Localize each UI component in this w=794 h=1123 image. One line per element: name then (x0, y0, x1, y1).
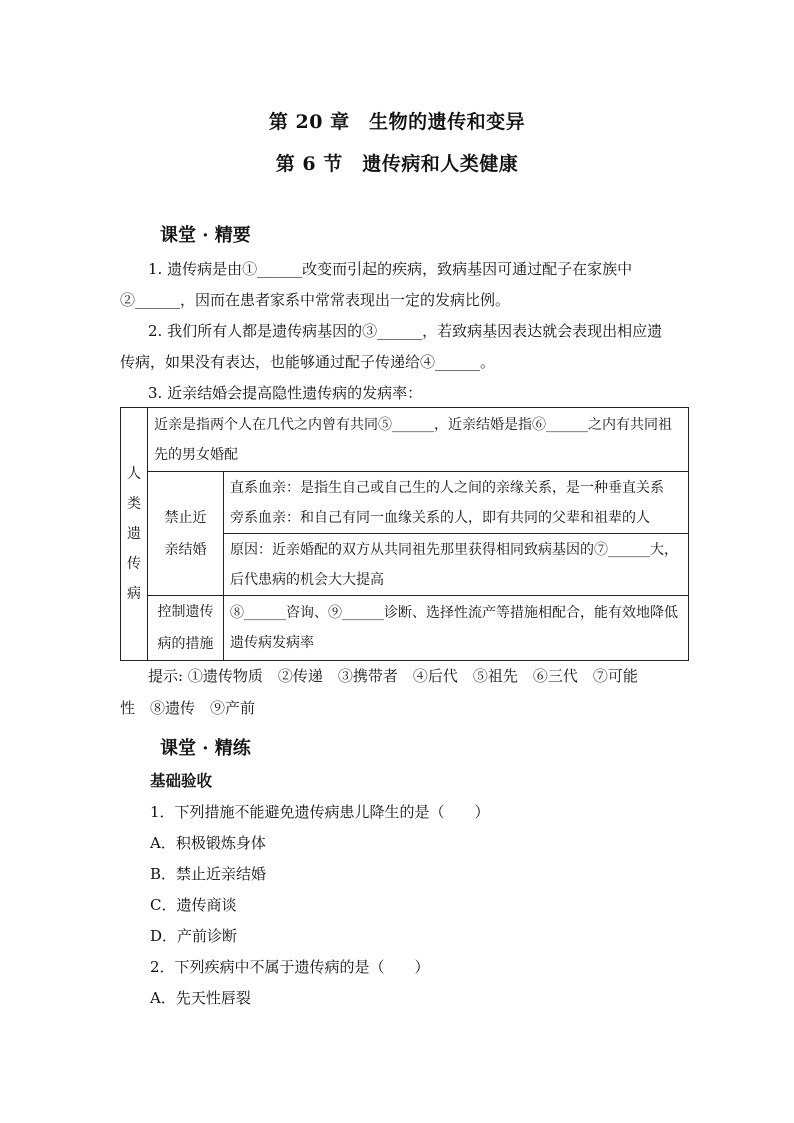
question-2-option-a[interactable]: A．先天性唇裂 (150, 989, 251, 1007)
side-label-char: 病 (127, 586, 141, 602)
side-label-char: 传 (127, 556, 141, 572)
paragraph-3: 3. 近亲结婚会提高隐性遗传病的发病率： (148, 384, 423, 402)
control-label-line: 病的措施 (157, 636, 214, 652)
ban-label-line: 亲结婚 (164, 541, 207, 558)
practice-subheading: 基础验收 (150, 771, 213, 790)
side-label-char: 人 (127, 466, 141, 482)
practice-heading: 课堂 · 精练 (160, 738, 251, 759)
side-label-char: 遗 (127, 526, 141, 542)
chapter-title: 第 20 章 生物的遗传和变异 (268, 111, 526, 133)
hints-line-1: 提示: ①遗传物质 ②传递 ③携带者 ④后代 ⑤祖先 ⑥三代 ⑦可能 (148, 667, 638, 685)
paragraph-2: 2. 我们所有人都是遗传病基因的③______，若致病基因表达就会表现出相应遗传病，如果没有表达，也能够通过配子传递给④______。 (120, 322, 663, 371)
knowledge-table (120, 407, 689, 661)
section-title: 第 6 节 遗传病和人类健康 (275, 153, 519, 175)
reason-cell: 原因：近亲婚配的双方从共同祖先那里获得相同致病基因的⑦______大，后代患病的机会大大提高 (224, 534, 689, 596)
control-measures-cell: ⑧______咨询、⑨______诊断、选择性流产等措施相配合，能有效地降低遗传病发病率 (224, 596, 689, 661)
essentials-heading: 课堂 · 精要 (160, 225, 251, 246)
ban-label-line: 禁止近 (164, 509, 207, 526)
side-label-char: 类 (127, 496, 141, 512)
control-label-line: 控制遗传 (157, 604, 214, 620)
ban-label-cell (148, 472, 224, 596)
question-2-stem: 2．下列疾病中不属于遗传病的是（ ） (150, 958, 430, 976)
question-1-stem: 1．下列措施不能避免遗传病患儿降生的是（ ） (150, 803, 490, 821)
question-1-option-b[interactable]: B．禁止近亲结婚 (150, 865, 267, 883)
question-1-option-a[interactable]: A．积极锻炼身体 (150, 834, 266, 852)
kinship-definition-cell: 近亲是指两个人在几代之内曾有共同⑤______，近亲结婚是指⑥______之内有共同祖先的男女婚配 (148, 408, 689, 472)
side-label-cell (121, 408, 148, 661)
question-1-option-d[interactable]: D．产前诊断 (150, 927, 238, 945)
collateral-relatives: 旁系血亲：和自己有同一血缘关系的人，即有共同的父辈和祖辈的人 (230, 509, 650, 526)
hints-line-2: 性 ⑧遗传 ⑨产前 (120, 699, 256, 717)
relatives-cell (224, 472, 689, 534)
question-1-option-c[interactable]: C．遗传商谈 (150, 896, 237, 914)
paragraph-1: 1. 遗传病是由①______改变而引起的疾病，致病基因可通过配子在家族中②______，因而在患者家系中常常表现出一定的发病比例。 (120, 260, 633, 309)
lineal-relatives: 直系血亲：是指生自己或自己生的人之间的亲缘关系，是一种垂直关系 (230, 479, 664, 496)
control-label-cell (148, 596, 224, 661)
